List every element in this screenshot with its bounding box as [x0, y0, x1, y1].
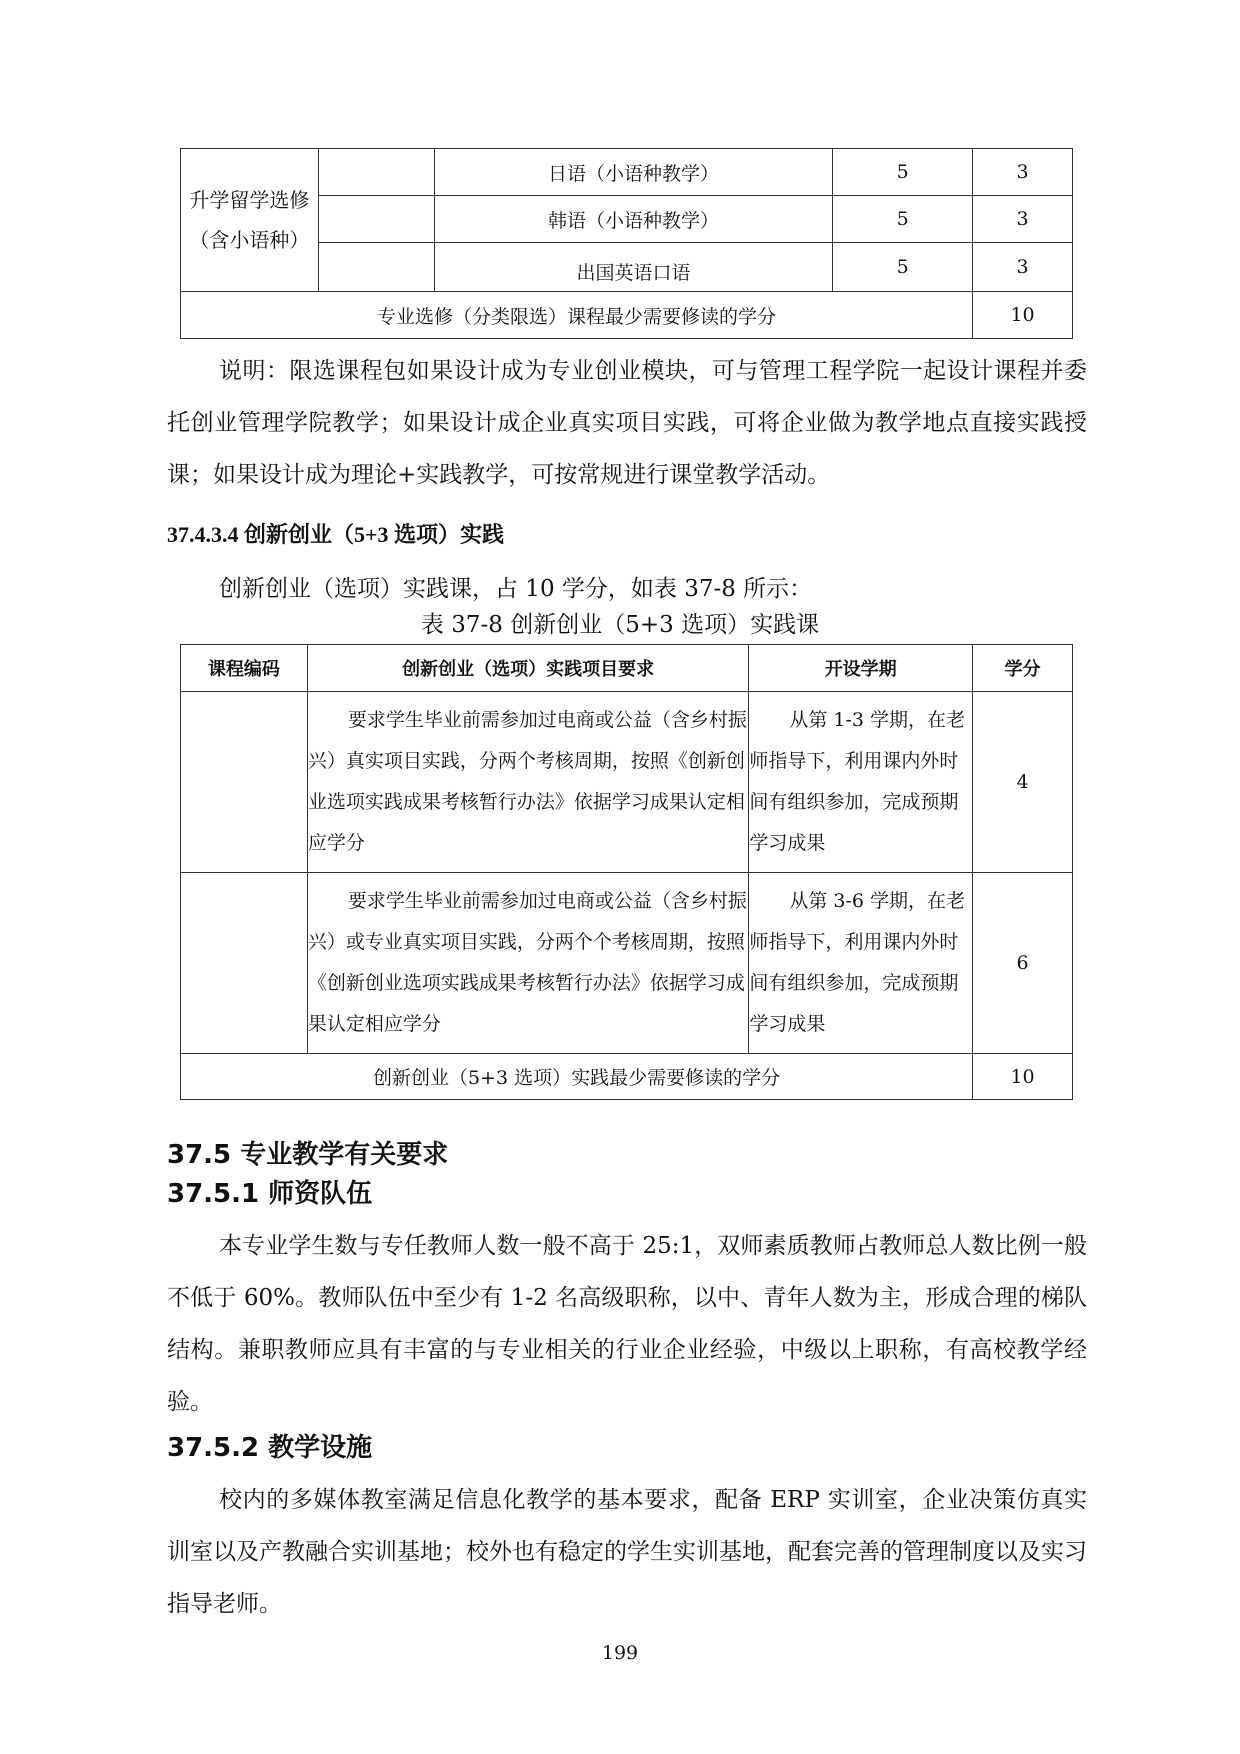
column-header: 学分 — [973, 645, 1073, 692]
page-number: 199 — [601, 1642, 639, 1664]
total-label: 创新创业（5+3 选项）实践最少需要修读的学分 — [181, 1054, 973, 1100]
group-label — [181, 149, 319, 292]
course-credit: 3 — [973, 243, 1073, 292]
table-row — [181, 149, 1073, 196]
group-label-line: 升学留学选修 — [189, 188, 310, 212]
course-value: 5 — [833, 196, 973, 243]
requirement: 要求学生毕业前需参加过电商或公益（含乡村振兴）或专业真实项目实践，分两个个考核周期，按照《创新创业选项实践成果考核暂行办法》依据学习成果认定相应学分 — [307, 873, 748, 1054]
total-row — [181, 292, 1073, 339]
column-header: 开设学期 — [749, 645, 973, 692]
requirement: 要求学生毕业前需参加过电商或公益（含乡村振兴）真实项目实践，分两个考核周期，按照《创新创业选项实践成果考核暂行办法》依据学习成果认定相应学分 — [307, 692, 748, 873]
intro-text: 创新创业（选项）实践课，占 10 学分，如表 37-8 所示： — [219, 576, 813, 602]
facilities-paragraph: 校内的多媒体教室满足信息化教学的基本要求，配备 ERP 实训室，企业决策仿真实训室以及产教融合实训基地；校外也有稳定的学生实训基地，配套完善的管理制度以及实习指导老师。 — [167, 1487, 1087, 1617]
course-value: 5 — [833, 149, 973, 196]
subsection-heading: 37.5.1 师资队伍 — [167, 1179, 373, 1209]
group-label-line: （含小语种） — [189, 228, 310, 252]
faculty-paragraph: 本专业学生数与专任教师人数一般不高于 25:1，双师素质教师占教师总人数比例一般不低于 60%。教师队伍中至少有 1-2 名高级职称，以中、青年人数为主，形成合理的梯队结构。兼职教师应具有丰富的与专业相关的行业企业经验，中级以上职称，有高校教学经验。 — [167, 1233, 1087, 1415]
note-paragraph: 说明：限选课程包如果设计成为专业创业模块，可与管理工程学院一起设计课程并委托创业管理学院教学；如果设计成企业真实项目实践，可将企业做为教学地点直接实践授课；如果设计成为理论+实践教学，可按常规进行课堂教学活动。 — [167, 358, 1087, 488]
term: 从第 3-6 学期，在老师指导下，利用课内外时间有组织参加，完成预期学习成果 — [749, 873, 973, 1054]
table-row — [181, 873, 1073, 1054]
course-value: 5 — [833, 243, 973, 292]
total-value: 10 — [973, 292, 1073, 339]
subsection-heading: 37.5.2 教学设施 — [167, 1433, 373, 1463]
credit: 6 — [973, 873, 1073, 1054]
column-header: 创新创业（选项）实践项目要求 — [307, 645, 748, 692]
empty-cell — [318, 243, 434, 292]
total-row — [181, 1054, 1073, 1100]
total-value: 10 — [973, 1054, 1073, 1100]
course-name: 日语（小语种教学） — [434, 149, 833, 196]
practice-table — [180, 644, 1073, 1100]
elective-table — [180, 148, 1073, 339]
course-code — [181, 692, 308, 873]
section-heading: 37.5 专业教学有关要求 — [167, 1140, 449, 1170]
header-row — [181, 645, 1073, 692]
table-caption: 表 37-8 创新创业（5+3 选项）实践课 — [420, 612, 820, 638]
course-code — [181, 873, 308, 1054]
empty-cell — [318, 149, 434, 196]
credit: 4 — [973, 692, 1073, 873]
column-header: 课程编码 — [181, 645, 308, 692]
course-credit: 3 — [973, 149, 1073, 196]
term: 从第 1-3 学期，在老师指导下，利用课内外时间有组织参加，完成预期学习成果 — [749, 692, 973, 873]
section-heading: 37.4.3.4 创新创业（5+3 选项）实践 — [167, 522, 505, 547]
total-label: 专业选修（分类限选）课程最少需要修读的学分 — [181, 292, 973, 339]
table-row — [181, 692, 1073, 873]
course-name: 出国英语口语 — [434, 243, 833, 292]
course-name: 韩语（小语种教学） — [434, 196, 833, 243]
course-credit: 3 — [973, 196, 1073, 243]
empty-cell — [318, 196, 434, 243]
